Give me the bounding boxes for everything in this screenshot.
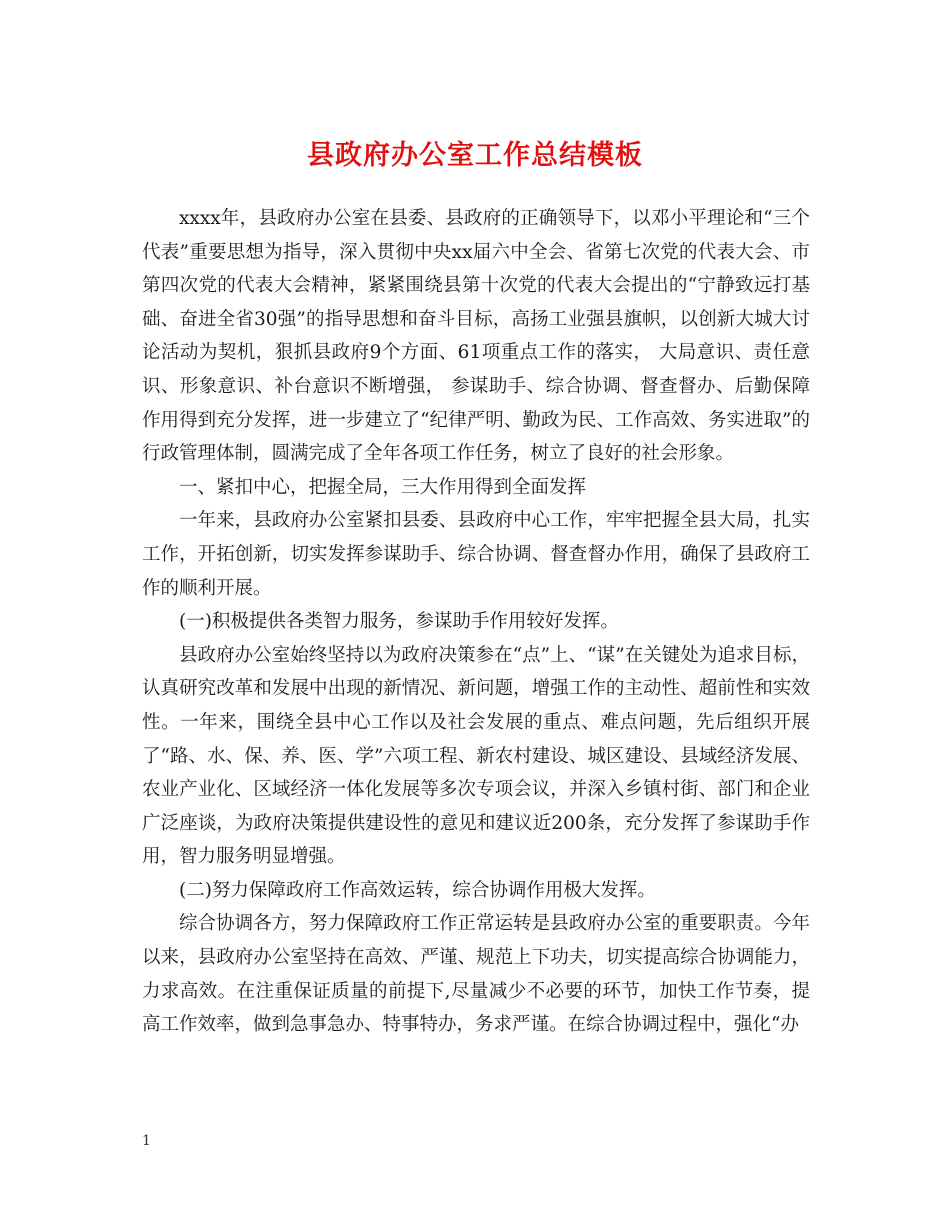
- paragraph-subsection-1: 县政府办公室始终坚持以为政府决策参在“点”上、“谋”在关键处为追求目标，认真研究改革和发展中出现的新情况、新问题，增强工作的主动性、超前性和实效性。一年来，围绕全县中心工作以及社会发展的重点、难点问题，先后组织开展了“路、水、保、养、医、学”六项工程、新农村建设、城区建设、县域经济发展、农业产业化、区域经济一体化发展等多次专项会议，并深入乡镇村街、部门和企业广泛座谈，为政府决策提供建设性的意见和建议近200条，充分发挥了参谋助手作用，智力服务明显增强。: [142, 644, 810, 868]
- page-number: 1: [142, 1133, 151, 1149]
- paragraph-intro: xxxx年，县政府办公室在县委、县政府的正确领导下，以邓小平理论和“三个代表”重要思想为指导，深入贯彻中央xx届六中全会、省第七次党的代表大会、市第四次党的代表大会精神，紧紧围绕县第十次党的代表大会提出的“宁静致远打基础、奋进全省30强”的指导思想和奋斗目标，高扬工业强县旗帜，以创新大城大讨论活动为契机，狠抓县政府9个方面、61项重点工作的落实， 大局意识、责任意识、形象意识、补台意识不断增强， 参谋助手、综合协调、督查督办、后勤保障作用得到充分发挥，进一步建立了“纪律严明、勤政为民、工作高效、务实进取”的行政管理体制，圆满完成了全年各项工作任务，树立了良好的社会形象。: [142, 208, 810, 465]
- document-body: [142, 202, 810, 1042]
- document-title: 县政府办公室工作总结模板: [307, 140, 643, 171]
- paragraph-subsection-2: 综合协调各方，努力保障政府工作正常运转是县政府办公室的重要职责。今年以来，县政府办公室坚持在高效、严谨、规范上下功夫，切实提高综合协调能力，力求高效。在注重保证质量的前提下,尽量减少不必要的环节，加快工作节奏，提高工作效率，做到急事急办、特事特办，务求严谨。在综合协调过程中，强化“办: [142, 913, 810, 1036]
- section-heading-1: 一、紧扣中心，把握全局，三大作用得到全面发挥: [179, 476, 587, 498]
- subsection-heading-2: (二)努力保障政府工作高效运转，综合协调作用极大发挥。: [179, 879, 656, 901]
- paragraph-section-1: 一年来，县政府办公室紧扣县委、县政府中心工作，牢牢把握全县大局，扎实工作，开拓创新，切实发挥参谋助手、综合协调、督查督办作用，确保了县政府工作的顺利开展。: [142, 510, 810, 599]
- subsection-heading-1: (一)积极提供各类智力服务，参谋助手作用较好发挥。: [179, 611, 619, 633]
